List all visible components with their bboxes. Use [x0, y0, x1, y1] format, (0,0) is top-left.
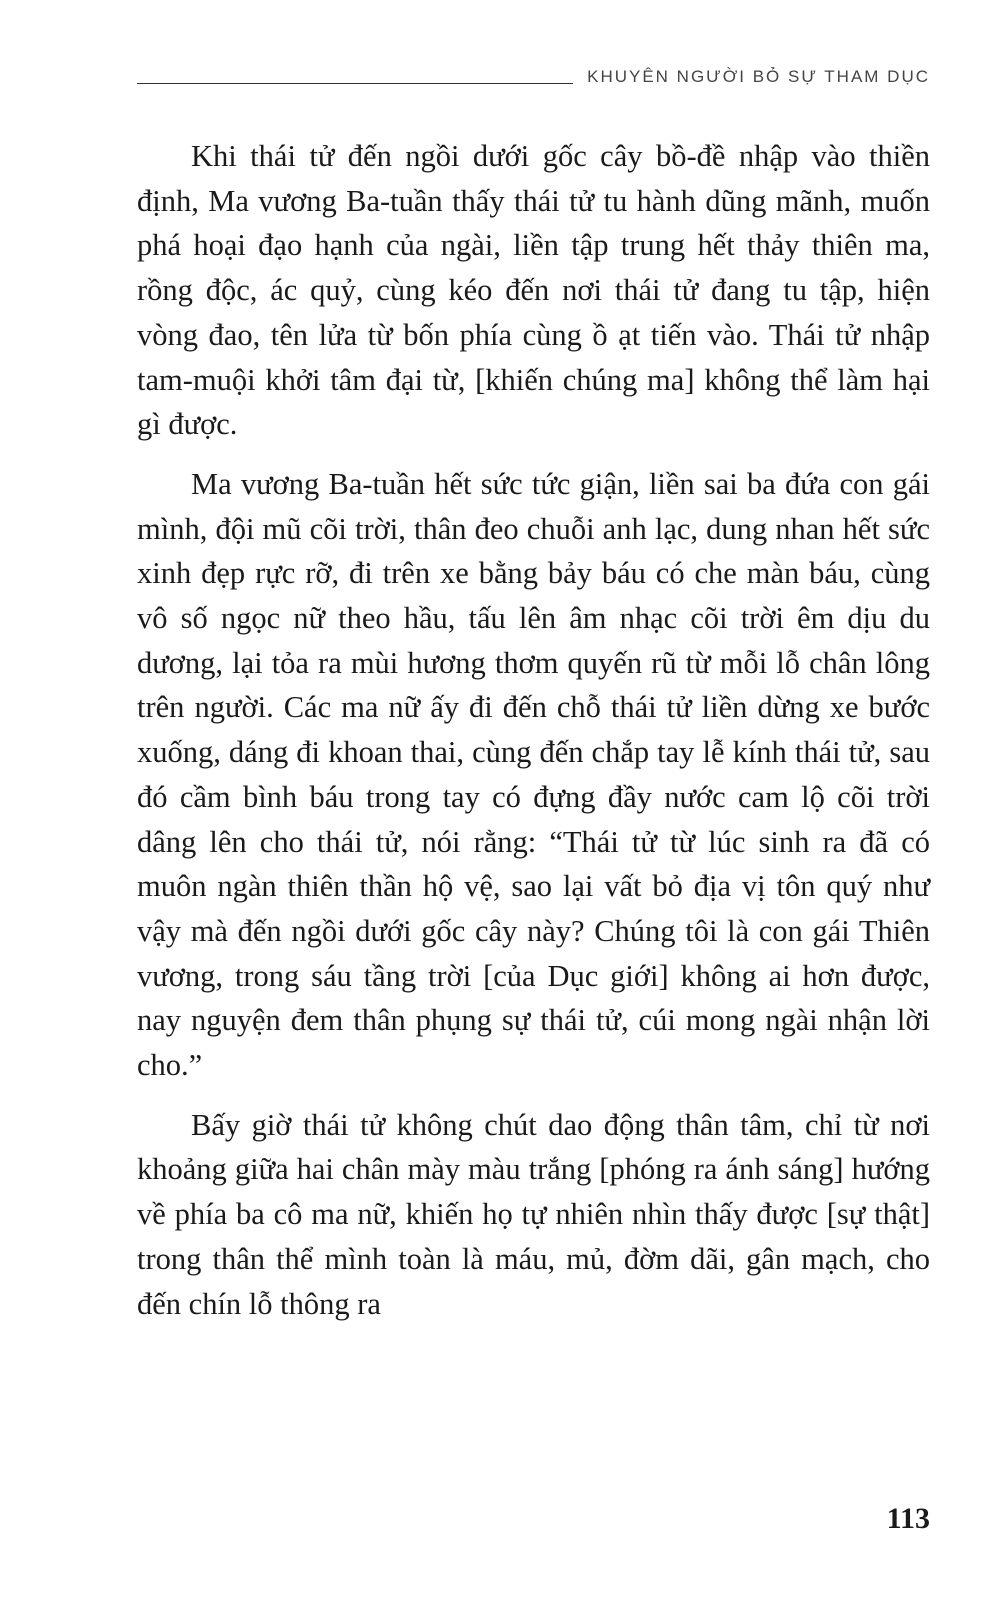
paragraph-2: Ma vương Ba-tuần hết sức tức giận, liền sai ba đứa con gái mình, đội mũ cõi trời, thân đeo chuỗi anh lạc, dung nhan hết sức xinh đẹp rực rỡ, đi trên xe bằng bảy báu có che màn báu, cùng vô số ngọc nữ theo hầu, tấu lên âm nhạc cõi trời êm dịu du dương, lại tỏa ra mùi hương thơm quyến rũ từ mỗi lỗ chân lông trên người. Các ma nữ ấy đi đến chỗ thái tử liền dừng xe bước xuống, dáng đi khoan thai, cùng đến chắp tay lễ kính thái tử, sau đó cầm bình báu trong tay có đựng đầy nước cam lộ cõi trời dâng lên cho thái tử, nói rằng: “Thái tử từ lúc sinh ra đã có muôn ngàn thiên thần hộ vệ, sao lại vất bỏ địa vị tôn quý như vậy mà đến ngồi dưới gốc cây này? Chúng tôi là con gái Thiên vương, trong sáu tầng trời [của Dục giới] không ai hơn được, nay nguyện đem thân phụng sự thái tử, cúi mong ngài nhận lời cho.” — [137, 466, 930, 1083]
page-number: 113 — [886, 1502, 930, 1535]
body-text — [137, 134, 930, 1341]
running-header — [137, 62, 930, 92]
header-rule — [137, 83, 573, 84]
paragraph-3: Bấy giờ thái tử không chút dao động thân tâm, chỉ từ nơi khoảng giữa hai chân mày màu trắng [phóng ra ánh sáng] hướng về phía ba cô ma nữ, khiến họ tự nhiên nhìn thấy được [sự thật] trong thân thể mình toàn là máu, mủ, đờm dãi, gân mạch, cho đến chín lỗ thông ra — [137, 1107, 930, 1321]
paragraph-1: Khi thái tử đến ngồi dưới gốc cây bồ-đề nhập vào thiền định, Ma vương Ba-tuần thấy thái tử tu hành dũng mãnh, muốn phá hoại đạo hạnh của ngài, liền tập trung hết thảy thiên ma, rồng độc, ác quỷ, cùng kéo đến nơi thái tử đang tu tập, hiện vòng đao, tên lửa từ bốn phía cùng ồ ạt tiến vào. Thái tử nhập tam-muội khởi tâm đại từ, [khiến chúng ma] không thể làm hại gì được. — [137, 139, 930, 442]
chapter-title: KHUYÊN NGƯỜI BỎ SỰ THAM DỤC — [587, 67, 930, 86]
